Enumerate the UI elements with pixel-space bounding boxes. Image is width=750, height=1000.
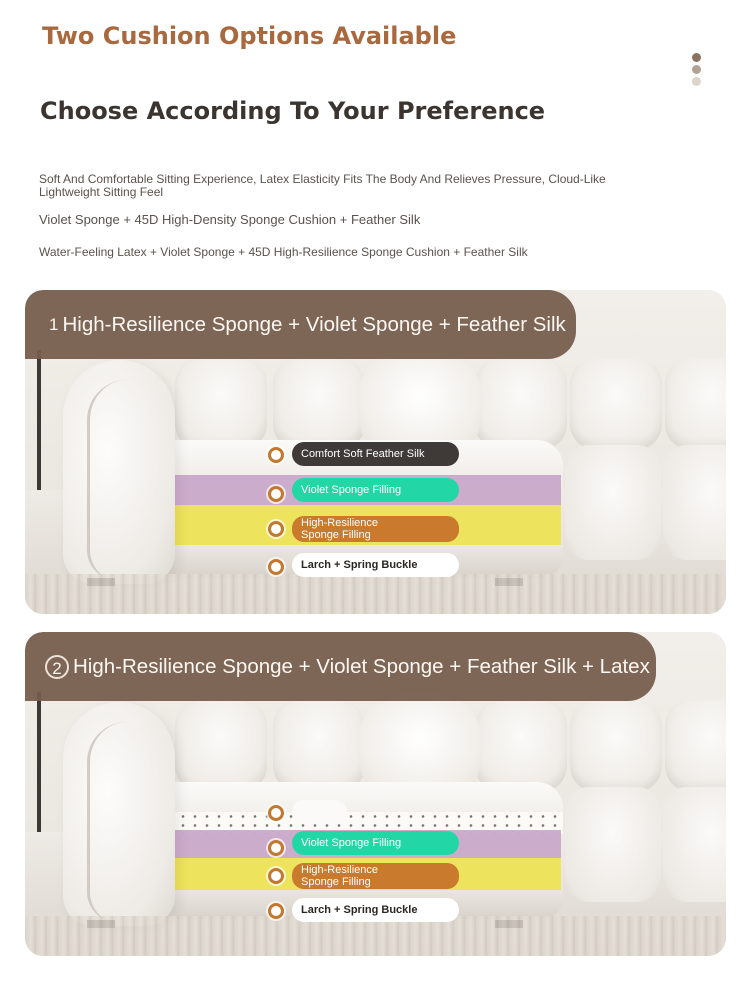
pagination-dot[interactable] xyxy=(692,77,701,86)
sofa-pillow xyxy=(360,352,480,452)
sofa-seat-cushion xyxy=(565,445,661,560)
layer-marker-icon xyxy=(268,840,284,856)
sofa-backrest xyxy=(175,700,267,792)
sofa-backrest xyxy=(273,358,365,450)
layer-label-feather-silk: Comfort Soft Feather Silk xyxy=(292,442,459,466)
layer-marker-icon xyxy=(268,805,284,821)
pagination-dots xyxy=(692,53,703,89)
option-title: 2 High-Resilience Sponge + Violet Sponge + Feather Silk + Latex xyxy=(45,632,650,701)
sofa-seat-cushion xyxy=(663,445,726,560)
description-text: Soft And Comfortable Sitting Experience, Latex Elasticity Fits The Body And Relieves Pressure, Cloud-Like Lightweight Sitting Feel xyxy=(39,172,606,199)
floor-lamp xyxy=(37,350,41,490)
floor xyxy=(25,916,726,956)
option-header-band xyxy=(25,632,656,701)
layer-marker-icon xyxy=(268,521,284,537)
option-number-badge: 1 xyxy=(49,314,59,334)
layer-label-larch-spring: Larch + Spring Buckle xyxy=(292,898,459,922)
sofa-seat-cushion xyxy=(663,787,726,902)
sofa-backrest xyxy=(475,358,567,450)
sofa-backrest xyxy=(665,700,726,792)
floor-lamp xyxy=(37,692,41,832)
page-title: Two Cushion Options Available xyxy=(42,22,457,50)
page-subtitle: Choose According To Your Preference xyxy=(40,97,546,125)
layer-marker-icon xyxy=(268,486,284,502)
layer-label-violet-sponge: Violet Sponge Filling xyxy=(292,478,459,502)
sofa-seat-cushion xyxy=(565,787,661,902)
sofa-backrest xyxy=(570,358,662,450)
layer-marker-icon xyxy=(268,868,284,884)
option-number-badge: 2 xyxy=(45,655,69,679)
layer-marker-icon xyxy=(268,447,284,463)
option-header-band xyxy=(25,290,576,359)
floor xyxy=(25,574,726,614)
sofa-pillow xyxy=(360,694,480,794)
sofa-backrest xyxy=(273,700,365,792)
armrest-seam xyxy=(87,722,140,922)
pagination-dot[interactable] xyxy=(692,65,701,74)
sofa-backrest xyxy=(665,358,726,450)
armrest-seam xyxy=(87,380,140,580)
pagination-dot-active[interactable] xyxy=(692,53,701,62)
option-title: 1 High-Resilience Sponge + Violet Sponge + Feather Silk xyxy=(45,290,566,359)
layer-label-high-resilience-sponge: High-Resilience Sponge Filling xyxy=(292,516,459,542)
option-summary-1: Violet Sponge + 45D High-Density Sponge Cushion + Feather Silk xyxy=(39,212,421,227)
cushion-option-card-1 xyxy=(25,290,726,614)
sofa-backrest xyxy=(570,700,662,792)
layer-label-larch-spring: Larch + Spring Buckle xyxy=(292,553,459,577)
layer-label-violet-sponge: Violet Sponge Filling xyxy=(292,831,459,855)
layer-label-latex xyxy=(292,800,347,824)
layer-marker-icon xyxy=(268,903,284,919)
cushion-option-card-2 xyxy=(25,632,726,956)
sofa-backrest xyxy=(475,700,567,792)
sofa-backrest xyxy=(175,358,267,450)
layer-label-high-resilience-sponge: High-Resilience Sponge Filling xyxy=(292,863,459,889)
layer-marker-icon xyxy=(268,559,284,575)
option-summary-2: Water-Feeling Latex + Violet Sponge + 45D High-Resilience Sponge Cushion + Feather Silk xyxy=(39,245,528,259)
